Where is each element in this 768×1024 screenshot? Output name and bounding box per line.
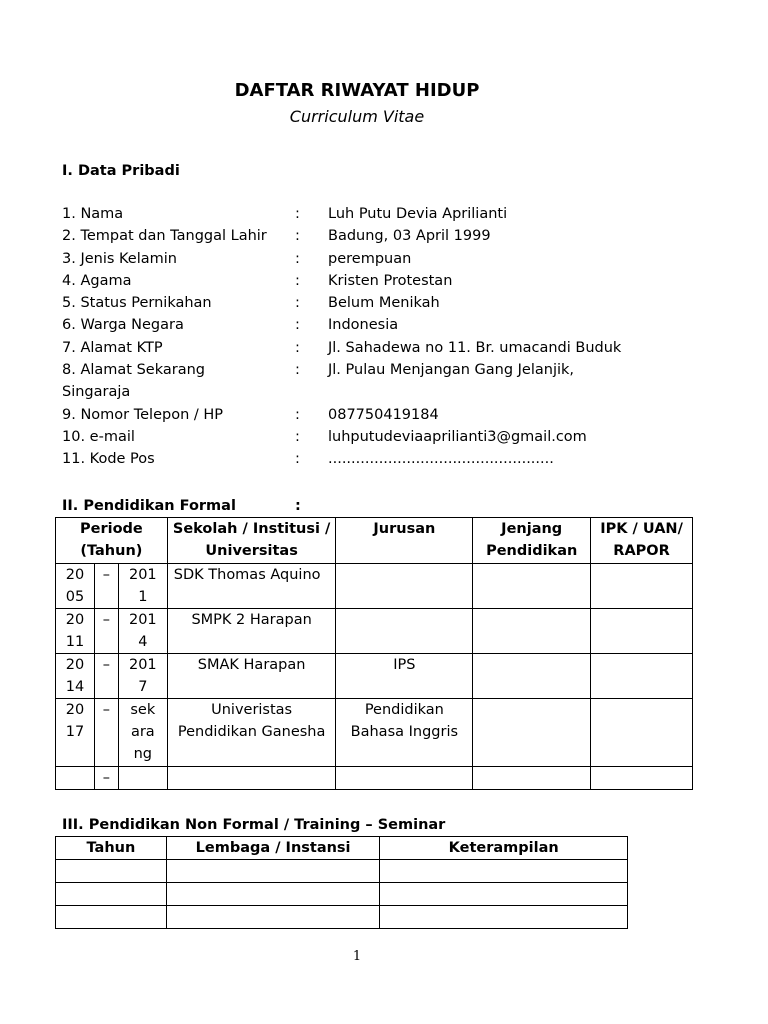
major-cell <box>336 564 473 609</box>
year-dash-cell <box>94 699 118 767</box>
header-line: Pendidikan <box>486 543 578 559</box>
year-dash: – <box>102 702 111 718</box>
year-dash: – <box>102 770 111 786</box>
personal-data-row <box>62 404 702 426</box>
personal-data-row <box>62 203 702 225</box>
school-line: Univeristas <box>211 702 293 718</box>
grade-cell <box>591 654 693 699</box>
field-colon: : <box>295 362 300 379</box>
field-value: Kristen Protestan <box>328 272 453 289</box>
field-label: 5. Status Pernikahan <box>62 295 212 312</box>
school-cell <box>167 767 336 790</box>
personal-data-row <box>62 314 702 336</box>
header-line: (Tahun) <box>80 543 143 559</box>
field-value: Badung, 03 April 1999 <box>328 228 491 245</box>
header-line: Jenjang <box>501 521 563 537</box>
year-to-cell <box>118 767 167 790</box>
field-label: 7. Alamat KTP <box>62 339 163 356</box>
year-to-cell <box>118 654 167 699</box>
header-line: Periode <box>80 521 143 537</box>
training-row <box>56 860 628 883</box>
field-colon: : <box>295 406 300 423</box>
year-to-line: ara <box>130 724 155 740</box>
training-cell <box>166 860 380 883</box>
year-to-cell <box>118 609 167 654</box>
training-header: Lembaga / Instansi <box>166 837 380 860</box>
school-line: SMAK Harapan <box>197 657 306 673</box>
document-subtitle: Curriculum Vitae <box>289 107 425 126</box>
grade-cell <box>591 767 693 790</box>
header-line: RAPOR <box>613 543 670 559</box>
education-row <box>56 564 693 609</box>
year-dash-cell <box>94 654 118 699</box>
major-cell <box>336 767 473 790</box>
grade-cell <box>591 564 693 609</box>
field-value: Jl. Pulau Menjangan Gang Jelanjik, <box>328 362 575 379</box>
year-from-line: 20 <box>65 657 85 673</box>
formal-education-table <box>55 517 693 790</box>
header-periode <box>56 518 168 564</box>
year-from-cell <box>56 609 95 654</box>
year-dash-cell <box>94 564 118 609</box>
training-cell <box>380 860 628 883</box>
field-value: luhputudeviaaprilianti3@gmail.com <box>328 428 587 445</box>
field-value: ................................................. <box>328 451 554 468</box>
training-cell <box>56 860 167 883</box>
year-dash-cell <box>94 767 118 790</box>
personal-data-row <box>62 359 702 404</box>
school-line: Pendidikan Ganesha <box>177 724 326 740</box>
major-cell <box>336 609 473 654</box>
section-non-formal-education-heading: III. Pendidikan Non Formal / Training – Seminar <box>62 817 446 833</box>
header-ipk <box>591 518 693 564</box>
training-row <box>56 883 628 906</box>
year-to-line: 4 <box>138 634 148 650</box>
year-dash: – <box>102 612 111 628</box>
field-label: 11. Kode Pos <box>62 451 155 468</box>
year-to-cell <box>118 564 167 609</box>
grade-cell <box>591 609 693 654</box>
personal-data-row <box>62 225 702 247</box>
education-row <box>56 767 693 790</box>
field-label: 2. Tempat dan Tanggal Lahir <box>62 228 267 245</box>
field-label: 3. Jenis Kelamin <box>62 250 177 267</box>
education-row <box>56 699 693 767</box>
field-value: Belum Menikah <box>328 295 440 312</box>
school-cell <box>167 609 336 654</box>
document-title: DAFTAR RIWAYAT HIDUP <box>234 80 480 101</box>
year-from-line: 17 <box>65 724 85 740</box>
field-colon: : <box>295 228 300 245</box>
education-row <box>56 609 693 654</box>
section-formal-education-colon: : <box>295 498 301 514</box>
field-colon: : <box>295 317 300 334</box>
school-cell <box>167 564 336 609</box>
field-colon: : <box>295 250 300 267</box>
personal-data-row <box>62 426 702 448</box>
field-value: Indonesia <box>328 317 399 334</box>
personal-data-row <box>62 448 702 470</box>
field-colon: : <box>295 428 300 445</box>
year-to-line: 1 <box>138 589 148 605</box>
major-line: IPS <box>393 657 416 673</box>
training-cell <box>166 883 380 906</box>
year-from-cell <box>56 654 95 699</box>
header-line: Universitas <box>205 543 298 559</box>
section-formal-education-heading <box>62 495 301 517</box>
year-from-line: 20 <box>65 612 85 628</box>
personal-data-row <box>62 292 702 314</box>
major-cell <box>336 654 473 699</box>
level-cell <box>473 699 591 767</box>
year-to-line: ng <box>133 746 153 762</box>
level-cell <box>473 609 591 654</box>
year-to-line: 201 <box>128 567 157 583</box>
level-cell <box>473 767 591 790</box>
field-value: Jl. Sahadewa no 11. Br. umacandi Buduk <box>328 339 622 356</box>
field-colon: : <box>295 272 300 289</box>
year-from-cell <box>56 767 95 790</box>
training-cell <box>56 906 167 929</box>
year-to-cell <box>118 699 167 767</box>
major-line: Pendidikan <box>364 702 444 718</box>
field-label: 1. Nama <box>62 206 124 222</box>
year-from-line: 20 <box>65 567 85 583</box>
personal-data-row <box>62 270 702 292</box>
school-cell <box>167 699 336 767</box>
section-formal-education-label: II. Pendidikan Formal <box>62 498 236 514</box>
training-header: Keterampilan <box>380 837 628 860</box>
year-from-line: 05 <box>65 589 85 605</box>
header-jurusan <box>336 518 473 564</box>
training-cell <box>380 906 628 929</box>
school-line: SMPK 2 Harapan <box>191 612 312 628</box>
level-cell <box>473 564 591 609</box>
field-label: 8. Alamat Sekarang <box>62 362 205 379</box>
personal-data-row <box>62 337 702 359</box>
field-colon: : <box>295 206 300 222</box>
field-value: perempuan <box>328 250 412 267</box>
header-line: Sekolah / Institusi / <box>172 521 331 537</box>
field-label: 6. Warga Negara <box>62 317 184 334</box>
school-cell <box>167 654 336 699</box>
section-personal-data-heading: I. Data Pribadi <box>62 163 180 179</box>
year-to-line: 201 <box>128 612 157 628</box>
year-dash: – <box>102 657 111 673</box>
year-from-line: 11 <box>65 634 85 650</box>
year-to-line: 7 <box>138 679 148 695</box>
grade-cell <box>591 699 693 767</box>
field-colon: : <box>295 295 300 312</box>
major-cell <box>336 699 473 767</box>
year-from-line: 14 <box>65 679 85 695</box>
page-number: 1 <box>352 949 362 964</box>
year-from-line: 20 <box>65 702 85 718</box>
training-cell <box>166 906 380 929</box>
year-to-line: 201 <box>128 657 157 673</box>
year-from-cell <box>56 564 95 609</box>
education-row <box>56 654 693 699</box>
header-sekolah <box>167 518 336 564</box>
header-line: Jurusan <box>373 521 436 537</box>
field-value-continued: Singaraja <box>62 384 131 401</box>
header-line: IPK / UAN/ <box>600 521 683 537</box>
year-dash: – <box>102 567 111 583</box>
training-cell <box>380 883 628 906</box>
training-row <box>56 906 628 929</box>
training-cell <box>56 883 167 906</box>
year-to-line: sek <box>130 702 156 718</box>
field-label: 9. Nomor Telepon / HP <box>62 406 224 423</box>
school-line: SDK Thomas Aquino <box>173 567 321 583</box>
personal-data-list <box>62 203 702 471</box>
year-from-cell <box>56 699 95 767</box>
field-colon: : <box>295 451 300 468</box>
personal-data-row <box>62 248 702 270</box>
major-line: Bahasa Inggris <box>350 724 459 740</box>
level-cell <box>473 654 591 699</box>
field-value: Luh Putu Devia Aprilianti <box>328 206 508 222</box>
header-jenjang <box>473 518 591 564</box>
field-label: 10. e-mail <box>62 428 135 445</box>
training-table <box>55 836 628 929</box>
field-value: 087750419184 <box>328 406 439 423</box>
training-header: Tahun <box>56 837 167 860</box>
field-colon: : <box>295 339 300 356</box>
year-dash-cell <box>94 609 118 654</box>
field-label: 4. Agama <box>62 272 132 289</box>
